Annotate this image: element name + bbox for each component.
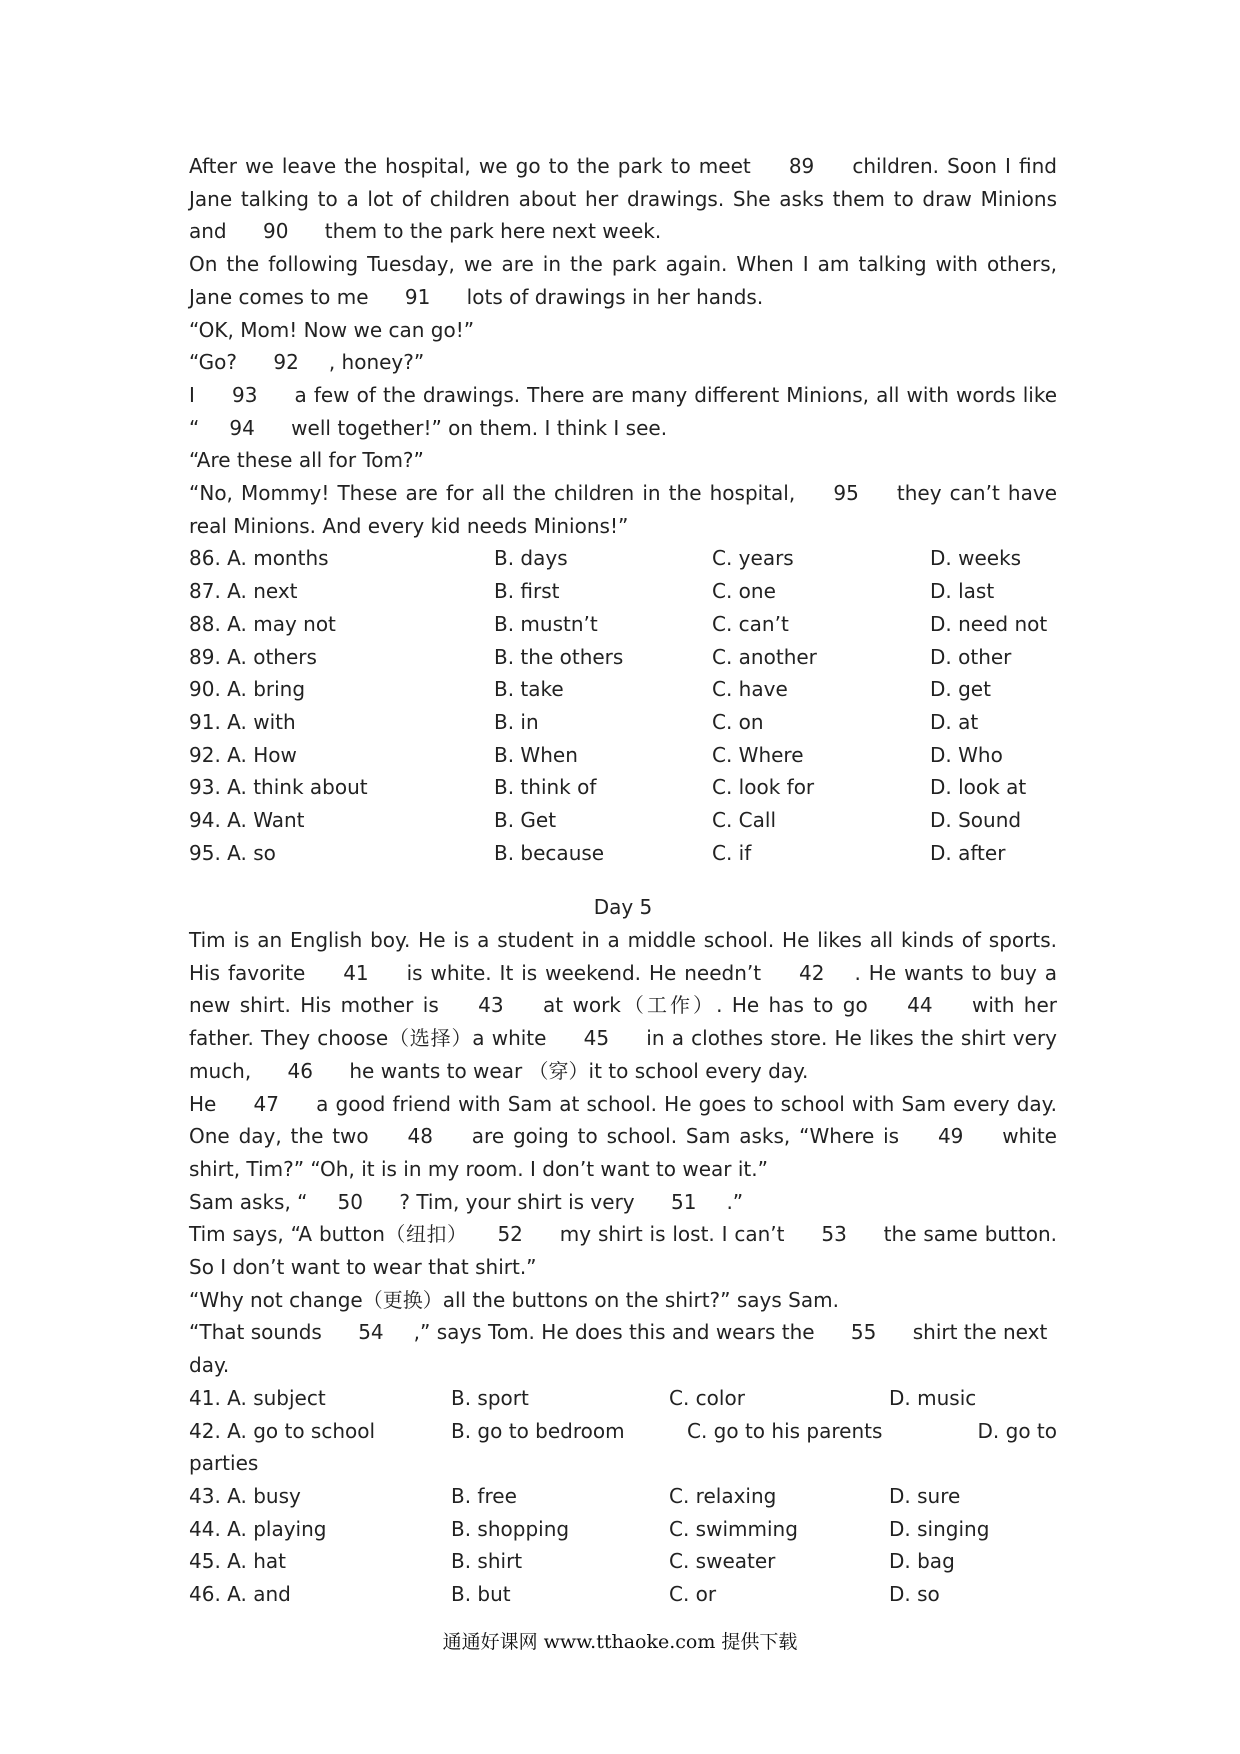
blank-number: 89 <box>788 154 815 178</box>
text-segment: a good friend with Sam at school. He goes to school with Sam every day. One day, the two <box>189 1091 1058 1149</box>
option-42-a: 42. A. go to school <box>189 1418 376 1443</box>
blank-number: 49 <box>937 1124 964 1149</box>
option-b: B. shopping <box>451 1516 570 1541</box>
option-row <box>189 641 1057 674</box>
blank-number: 42 <box>799 960 825 985</box>
passage1-paragraph-1 <box>189 150 1057 248</box>
option-a: 45. A. hat <box>189 1549 286 1574</box>
blank-number: 55 <box>850 1320 877 1345</box>
option-row <box>189 1578 1057 1611</box>
blank-number: 54 <box>358 1320 384 1345</box>
option-a: 90. A. bring <box>189 677 306 702</box>
option-a: 89. A. others <box>189 644 317 669</box>
option-a: 87. A. next <box>189 579 298 604</box>
footer-credit: 通通好课网 www.tthaoke.com 提供下载 <box>442 1631 798 1653</box>
blank-number: 92 <box>273 350 299 375</box>
blank-number: 47 <box>253 1091 279 1116</box>
option-b: B. mustn’t <box>494 611 598 636</box>
passage1-line-4 <box>189 346 1057 379</box>
option-c: C. Where <box>712 742 804 767</box>
option-d: D. music <box>889 1385 977 1410</box>
text-segment: he wants to wear （穿）it to school every day. <box>343 1058 809 1083</box>
blank-number: 95 <box>833 481 859 506</box>
option-c: C. if <box>712 840 752 865</box>
option-d: D. Who <box>930 742 1003 767</box>
option-c: C. on <box>712 709 764 734</box>
option-row <box>189 575 1057 608</box>
option-c: C. have <box>712 677 788 702</box>
option-a: 88. A. may not <box>189 611 336 636</box>
option-d: D. last <box>930 579 995 604</box>
option-c: C. or <box>669 1582 717 1606</box>
option-b: B. first <box>494 579 560 604</box>
blank-number: 48 <box>407 1124 433 1149</box>
option-c: C. another <box>712 644 817 669</box>
text-segment: “That sounds <box>189 1320 329 1345</box>
option-a: 95. A. so <box>189 840 276 865</box>
option-c: C. color <box>669 1385 745 1410</box>
blank-number: 45 <box>583 1026 610 1051</box>
option-row <box>189 542 1057 575</box>
option-b: B. days <box>494 546 568 571</box>
blank-number: 94 <box>229 415 255 440</box>
option-a: 93. A. think about <box>189 775 368 800</box>
text-segment: white shirt, Tim?” “Oh, it is in my room. I don’t want to wear it.” <box>189 1124 1057 1181</box>
option-d: D. after <box>930 840 1006 865</box>
option-row <box>189 608 1057 641</box>
option-d: D. other <box>930 644 1012 669</box>
text-segment: lots of drawings in her hands. <box>460 284 764 309</box>
option-c: C. swimming <box>669 1516 798 1541</box>
option-b: B. free <box>451 1483 517 1508</box>
text-segment: in a clothes store. He likes the shirt very much, <box>189 1026 1058 1083</box>
option-b: B. Get <box>494 807 557 832</box>
passage1-paragraph-7 <box>189 477 1057 542</box>
options-list-2a <box>189 1382 1057 1415</box>
text-segment: with her father. They choose（选择）a white <box>189 993 1057 1051</box>
option-b: B. in <box>494 709 539 734</box>
option-a: 86. A. months <box>189 546 329 571</box>
text-segment: at work（工作）. He has to go <box>533 993 878 1018</box>
passage1-paragraph-2 <box>189 248 1057 313</box>
options-list-2b <box>189 1480 1057 1611</box>
option-a: 43. A. busy <box>189 1483 301 1508</box>
blank-number: 44 <box>907 993 933 1018</box>
text-segment: are going to school. Sam asks, “Where is <box>462 1124 908 1149</box>
day5-paragraph-4 <box>189 1218 1057 1283</box>
option-row <box>189 1382 1057 1415</box>
option-42-d: D. go to <box>977 1418 1057 1443</box>
option-b: B. because <box>494 840 605 865</box>
text-segment: them to the park here next week. <box>318 219 662 244</box>
option-c: C. sweater <box>669 1549 776 1574</box>
option-row <box>189 739 1057 772</box>
option-d: D. so <box>889 1582 940 1606</box>
option-d: D. weeks <box>930 546 1022 571</box>
passage1-line-6: “Are these all for Tom?” <box>189 448 424 473</box>
text-segment: He <box>189 1091 224 1116</box>
document-page <box>189 150 1057 1611</box>
option-a: 41. A. subject <box>189 1385 326 1410</box>
option-a: 46. A. and <box>189 1582 291 1606</box>
blank-number: 50 <box>337 1189 363 1214</box>
option-b: B. sport <box>451 1385 529 1410</box>
option-b: B. shirt <box>451 1549 523 1574</box>
option-row <box>189 837 1057 870</box>
option-a: 92. A. How <box>189 742 297 767</box>
text-segment: .” <box>726 1189 744 1214</box>
option-b: B. the others <box>494 644 624 669</box>
text-segment: On the following Tuesday, we are in the park again. When I am talking with others, Jane comes to me <box>189 252 1057 309</box>
passage1-paragraph-5 <box>189 379 1057 444</box>
text-segment: I <box>189 382 202 407</box>
blank-number: 51 <box>670 1189 697 1214</box>
option-d: D. get <box>930 677 991 702</box>
text-segment: “No, Mommy! These are for all the children in the hospital, <box>189 481 804 506</box>
blank-number: 43 <box>478 993 504 1018</box>
day5-line-5: “Why not change（更换）all the buttons on the shirt?” says Sam. <box>189 1287 839 1312</box>
text-segment: well together!” on them. I think I see. <box>284 415 668 440</box>
day5-paragraph-1 <box>189 924 1057 1088</box>
options-list-1 <box>189 542 1057 869</box>
text-segment: children. Soon I find Jane talking to a lot of children about her drawings. She asks them to draw Minions and <box>189 154 1057 244</box>
option-d: D. singing <box>889 1516 990 1541</box>
blank-number: 46 <box>287 1058 313 1083</box>
blank-number: 93 <box>231 382 258 407</box>
option-42-wrap: parties <box>189 1451 259 1476</box>
option-d: D. look at <box>930 775 1027 800</box>
text-segment: ,” says Tom. He does this and wears the <box>413 1320 821 1345</box>
text-segment: shirt the next day. <box>189 1320 1054 1378</box>
option-d: D. need not <box>930 611 1048 636</box>
option-c: C. years <box>712 546 794 571</box>
option-b: B. think of <box>494 775 597 800</box>
text-segment: they can’t have real Minions. And every kid needs Minions!” <box>189 481 1057 538</box>
day5-line-3 <box>189 1186 1057 1219</box>
blank-number: 91 <box>404 284 431 309</box>
option-42-b: B. go to bedroom <box>451 1418 625 1443</box>
blank-number: 52 <box>497 1222 523 1247</box>
blank-number: 41 <box>343 960 369 985</box>
text-segment: Tim is an English boy. He is a student in a middle school. He likes all kinds of sports. His favorite <box>189 928 1057 985</box>
option-a: 94. A. Want <box>189 807 305 832</box>
option-b: B. When <box>494 742 578 767</box>
option-a: 91. A. with <box>189 709 296 734</box>
text-segment: a few of the drawings. There are many different Minions, all with words like “ <box>189 382 1057 440</box>
option-d: D. sure <box>889 1483 961 1508</box>
option-row-42 <box>189 1415 1057 1480</box>
text-segment: , honey?” <box>328 350 425 375</box>
option-row <box>189 804 1057 837</box>
option-c: C. look for <box>712 775 815 800</box>
option-a: 44. A. playing <box>189 1516 327 1541</box>
day5-heading: Day 5 <box>593 895 653 920</box>
option-row <box>189 1480 1057 1513</box>
option-b: B. but <box>451 1582 511 1606</box>
option-c: C. relaxing <box>669 1483 777 1508</box>
option-c: C. one <box>712 579 776 604</box>
text-segment: my shirt is lost. I can’t <box>552 1222 792 1247</box>
option-d: D. Sound <box>930 807 1022 832</box>
text-segment: Sam asks, “ <box>189 1189 308 1214</box>
passage1-line-3: “OK, Mom! Now we can go!” <box>189 317 475 342</box>
option-row <box>189 706 1057 739</box>
text-segment: Tim says, “A button（纽扣） <box>189 1222 468 1247</box>
option-42-c: C. go to his parents <box>687 1418 883 1443</box>
text-segment: After we leave the hospital, we go to the park to meet <box>189 154 759 178</box>
text-segment: is white. It is weekend. He needn’t <box>398 960 770 985</box>
blank-number: 53 <box>821 1222 847 1247</box>
option-c: C. can’t <box>712 611 789 636</box>
option-row <box>189 1545 1057 1578</box>
blank-number: 90 <box>262 219 289 244</box>
day5-line-6 <box>189 1316 1057 1381</box>
option-d: D. bag <box>889 1549 955 1574</box>
option-row <box>189 1513 1057 1546</box>
option-row <box>189 771 1057 804</box>
text-segment: . He wants to buy a new shirt. His mother is <box>189 960 1057 1018</box>
day5-paragraph-2 <box>189 1088 1057 1186</box>
option-b: B. take <box>494 677 564 702</box>
option-c: C. Call <box>712 807 777 832</box>
text-segment: the same button. So I don’t want to wear that shirt.” <box>189 1222 1058 1280</box>
option-d: D. at <box>930 709 979 734</box>
option-row <box>189 673 1057 706</box>
text-segment: “Go? <box>189 350 244 375</box>
text-segment: ? Tim, your shirt is very <box>393 1189 641 1214</box>
